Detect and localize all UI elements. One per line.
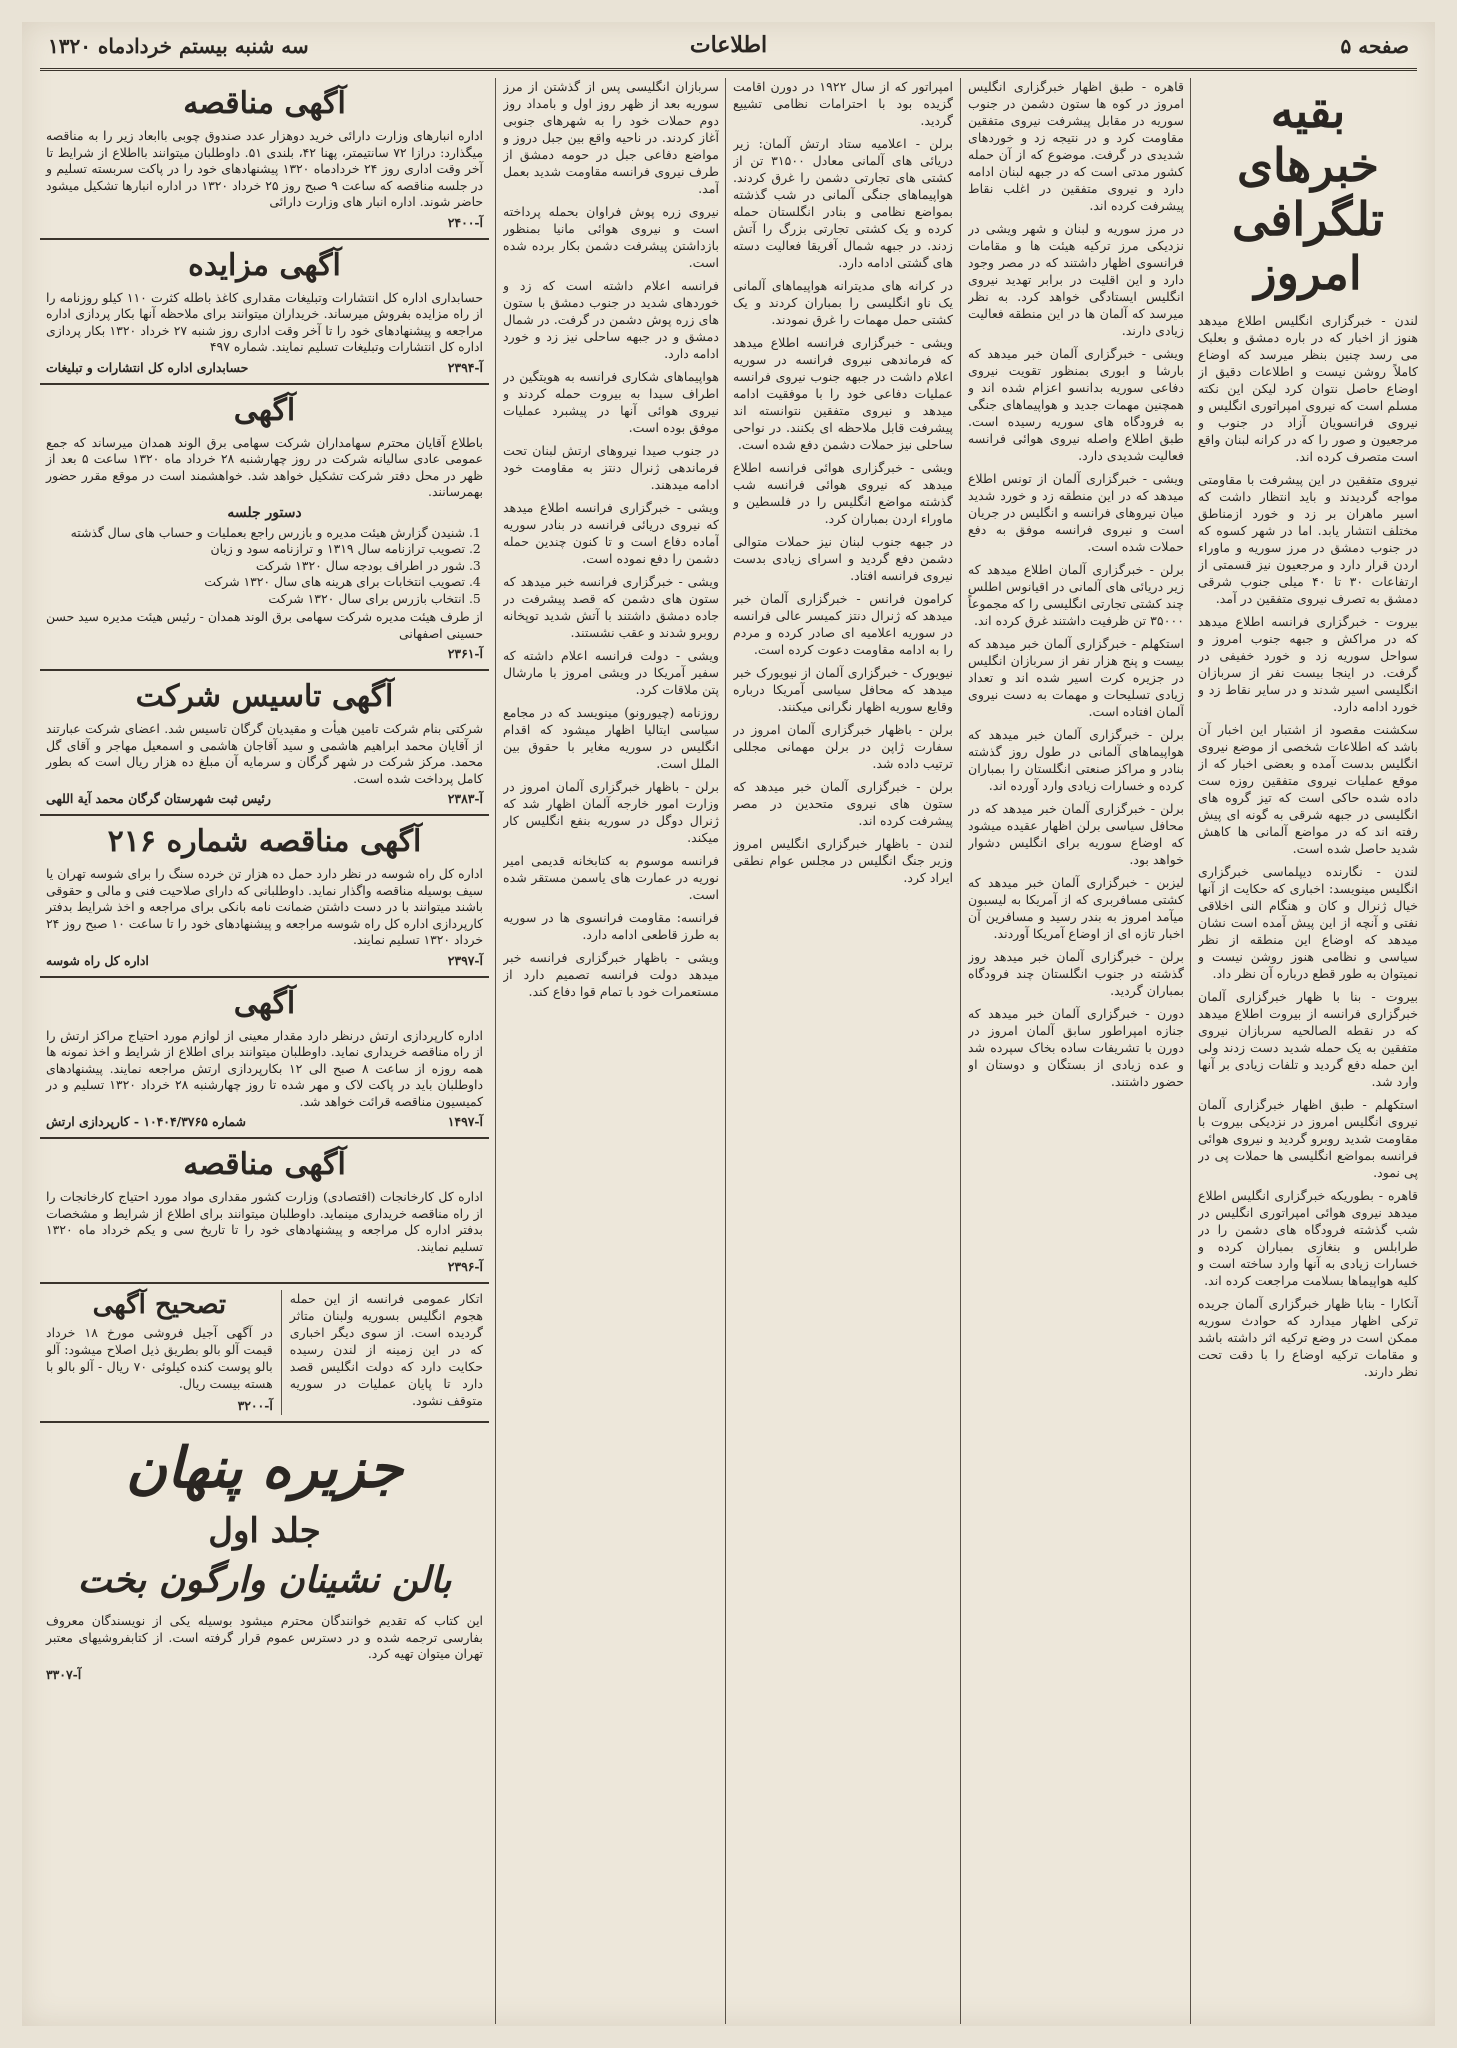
agenda-item: 1. شنیدن گزارش هیئت مدیره و بازرس راجع بعملیات و حساب های سال گذشته xyxy=(46,525,465,542)
tender-notice xyxy=(40,78,489,240)
article-body xyxy=(503,78,719,1000)
news-paragraph: لندن - باظهار خبرگزاری انگلیس امروز وزیر جنگ انگلیس در مجلس عوام نطقی ایراد کرد. xyxy=(733,836,953,885)
ad-title: آگهی xyxy=(233,985,296,1021)
ad-signature: اداره کل راه شوسه xyxy=(46,952,149,968)
news-paragraph: برلن - خبرگزاری آلمان خبر میدهد که ستون های نیروی متحدین در مصر پیشرفت کرده اند. xyxy=(733,779,953,828)
news-paragraph: برلن - خبرگزاری آلمان اطلاع میدهد که زیر دریائی های آلمانی در اقیانوس اطلس چند کشتی تجارتی انگلیسی را که مجموعاً ۳۵۰۰۰ تن ظرفیت داشتند غرق کرده اند. xyxy=(968,562,1184,628)
news-paragraph: برلن - اعلامیه ستاد ارتش آلمان: زیر دریائی های آلمانی معادل ۳۱۵۰۰ تن از کشتی های تجارتی دشمن را غرق کردند. هواپیماهای جنگی آلمانی در شب گذشته بمواضع نظامی و بنادر انگلستان حمله کرده و یک کشتی تجارتی بزرگ را آتش زدند. در جبهه شمال آفریقا فعالیت دسته های گشتی ادامه دارد. xyxy=(733,136,953,270)
ad-title: آگهی مناقصه xyxy=(183,86,346,121)
agenda-list xyxy=(46,525,465,608)
news-paragraph: قاهره - بطوریکه خبرگزاری انگلیس اطلاع میدهد نیروی هوائی امپراتوری انگلیس در شب گذشته فرودگاه های دشمن را در طرابلس و بنغازی بمباران کرده و خسارات زیادی به آنها وارد ساخته است و کلیه هواپیماها بسلامت مراجعت کرده اند. xyxy=(1198,1188,1418,1288)
agenda-item: 4. تصویب انتخابات برای هرینه های سال ۱۳۲۰ شرکت xyxy=(46,574,465,591)
ad-text: اداره انبارهای وزارت دارائی خرید دوهزار عدد صندوق چوبی باابعاد زیر را به مناقصه میگذارد: درازا ۷۲ سانتیمتر، پهنا ۴۲، بلندی ۵۱. داوطلبان میتوانند بااطلاع از شرایط تا آخر وقت اداری روز ۲۴ خردادماه ۱۳۲۰ پیشنهادهای خود را در پاکت سربسته تسلیم و در جلسه مناقصه که ساعت ۹ صبح روز ۲۵ خرداد ۱۳۲۰ در اداره انبارها تشکیل میشود حاضر شوند. اداره انبار های وزارت دارائی xyxy=(46,128,484,209)
news-text: اتکار عمومی فرانسه از این حمله هجوم انگلیس بسوریه ولبنان متاثر گردیده است. از سوی دیگر اخباری که در این زمینه از لندن رسیده حکایت دارد که دولت انگلیس قصد دارد تا پایان عملیات در سوریه متوقف نشود. xyxy=(289,1291,483,1408)
news-paragraph: ویشی - باظهار خبرگزاری فرانسه خبر میدهد دولت فرانسه تصمیم دارد از مستعمرات خود با تمام قوا دفاع کند. xyxy=(503,950,719,999)
news-paragraph: فرانسه اعلام داشته است که زد و خوردهای شدید در جنوب دمشق با ستون های زره پوش دشمن در گرفت. در شمال دمشق و در جبهه ساحلی نیز زد و خورد ادامه دارد. xyxy=(503,278,719,361)
ad-ref: آ-۲۴۰۰ xyxy=(447,214,483,230)
auction-notice xyxy=(40,240,489,385)
news-paragraph: فرانسه: مقاومت فرانسوی ها در سوریه به طرز قاطعی ادامه دارد. xyxy=(503,910,719,942)
newspaper-name: اطلاعات xyxy=(689,32,768,58)
ad-ref: آ-۲۳۹۴ xyxy=(447,359,483,375)
ad-title: آگهی xyxy=(233,392,296,428)
ad-signature: از طرف هیئت مدیره شرکت سهامی برق الوند همدان - رئیس هیئت مدیره سید حسن حسینی اصفهانی xyxy=(46,609,483,641)
ad-text: اداره کارپردازی ارتش درنظر دارد مقدار معینی از لوازم مورد احتیاج مراکز ارتش را از راه مناقصه خریداری نماید. داوطلبان میتوانند برای اطلاع از شرایط و اخذ نمونه ها همه روزه از ساعت ۸ صبح الی ۱۲ بکارپردازی ارتش مراجعه نمایند. پیشنهادهای داوطلبان باید در پاکت لاک و مهر شده تا روز چهارشنبه ۲۸ خرداد ۱۳۲۰ تسلیم و در کمیسیون مناقصه قرائت خواهد شد. xyxy=(46,1027,483,1109)
column-rule xyxy=(725,78,726,2024)
book-text: این کتاب که تقدیم خوانندگان محترم میشود بوسیله یکی از نویسندگان معروف بفارسی ترجمه شده و در دسترس عموم قرار گرفته است. از کتابفروشیهای معتبر تهران میتوان تهیه کرد. xyxy=(46,1613,483,1661)
news-paragraph: ویشی - خبرگزاری آلمان از تونس اطلاع میدهد که در این منطقه زد و خورد شدید میان نیروهای فرانسه و انگلیس در جریان است و نیروی فرانسه موفق به دفع حملات شده است. xyxy=(968,471,1184,554)
news-paragraph: کرامون فرانس - خبرگزاری آلمان خبر میدهد که ژنرال دنتز کمیسر عالی فرانسه در سوریه اعلامیه ای صادر کرده و مردم را به ادامه مقاومت دعوت کرده است. xyxy=(733,591,953,657)
page-header xyxy=(40,28,1417,71)
news-paragraph: نیروی زره پوش فراوان بحمله پرداخته است و نیروی هوائی مانیا بمنظور بازداشتن پیشرفت دشمن بکار برده شده است. xyxy=(503,204,719,270)
news-paragraph: ویشی - خبرگزاری آلمان خبر میدهد که بارشا و ابوری بمنظور تقویت نیروی دفاعی سوریه بدانسو اعزام شده اند و همچنین مهمات جدید و هواپیماهای جنگی به فرودگاه های سوریه رسیده است. طبق اطلاع واصله نیروی هوائی فرانسه فعالیت شدیدی دارد. xyxy=(968,346,1184,463)
section-banner: بقیه خبرهای تلگرافی امروز xyxy=(1232,84,1384,300)
news-paragraph: در جنوب صیدا نیروهای ارتش لبنان تحت فرماندهی ژنرال دنتز به مقاومت خود ادامه میدهند. xyxy=(503,443,719,492)
news-paragraph: بیروت - خبرگزاری فرانسه اطلاع میدهد که در مراکش و جبهه جنوب امروز و سواحل سوریه زد و خورد خفیفی در گرفت. در اینجا بیست نفر از سربازان انگلیسی اسیر شدند و در سایر نقاط زد و خورد ادامه دارد. xyxy=(1198,614,1418,714)
book-volume: جلد اول xyxy=(208,1511,321,1551)
column-3 xyxy=(733,78,953,2028)
ad-title: تصحیح آگهی xyxy=(92,1290,227,1320)
news-paragraph: قاهره - طبق اظهار خبرگزاری انگلیس امروز در کوه ها ستون دشمن در جنوب سوریه در مقابل پیشرفت نیروی متفقین مقاومت کرد و در نتیجه زد و خوردهای شدیدی در گرفت. موضوع که از آن حمله کشور مدتی است که در جبهه لبنان ادامه دارد و نیروی متفقین در اغلب نقاط پیشرفت کرده اند. xyxy=(968,79,1184,213)
ad-ref: آ-۳۲۰۰ xyxy=(237,1398,273,1413)
news-paragraph: سربازان انگلیسی پس از گذشتن از مرز سوریه بعد از ظهر روز اول و بامداد روز دوم حملات خود را به شهرهای جنوبی آغاز کردند. در ناحیه واقع بین جبل دروز و مواضع دفاعی جبل در حومه دمشق از طرف نیروی فرانسه مقاومت شدید بعمل آمد. xyxy=(503,79,719,196)
ad-signature: حسابداری اداره کل انتشارات و تبلیغات xyxy=(46,359,249,375)
article-body xyxy=(1198,312,1418,1380)
news-paragraph: فرانسه موسوم به کتابخانه قدیمی امیر نوریه در عمارت های یاسمن مستقر شده است. xyxy=(503,853,719,902)
news-paragraph: هواپیماهای شکاری فرانسه به هویتگین در اطراف سیدا به بیروت حمله کردند و نیروی هوائی آنها در پیشبرد عملیات موفق بوده است. xyxy=(503,369,719,435)
article-body xyxy=(968,78,1184,1090)
ad-ref: آ-۲۳۸۳ xyxy=(447,791,483,806)
ad-text: باطلاع آقایان محترم سهامداران شرکت سهامی برق الوند همدان میرساند که جمع عمومی عادی سالیانه شرکت در روز چهارشنبه ۲۸ خرداد ماه ۱۳۲۰ ساعت ۵ بعد از ظهر در محل دفتر شرکت تشکیل خواهد شد. خواهشمند است در موقع مقرر حضور بهمرسانند. xyxy=(46,434,484,499)
news-paragraph: روزنامه (چیورونو) مینویسد که در مجامع سیاسی ایتالیا اظهار میشود که اقدام انگلیس در سوریه مغایر با حقوق بین الملل است. xyxy=(503,705,719,771)
ad-text: شرکتی بنام شرکت تامین هیأت و مقیدیان گرگان تاسیس شد. اعضای شرکت عبارتند از آقایان محمد ابراهیم هاشمی و سید آقاجان هاشمی و اسمعیل مهاجر و آقای گل محمد. مرکز شرکت در شهر گرگان و سرمایه آن مبلغ ده هزار ریال است که بطور کامل پرداخت شده است. xyxy=(46,721,483,786)
news-paragraph: ویشی - دولت فرانسه اعلام داشته که سفیر آمریکا در ویشی امروز با مارشال پتن ملاقات کرد. xyxy=(503,648,719,697)
news-paragraph: لندن - خبرگزاری انگلیس اطلاع میدهد هنوز از اخبار که در باره دمشق و بعلبک می رسد چنین بنظر میرسد که اوضاع کاملاً روشن نیست و اطلاعات دقیق از اوضاع حاصل نتوان کرد لیکن این نکته مسلم است که نیروی امپراتوری انگلیس و نیروی فرانسویان آزاد در جنوب و مرجعیون و صور را که در کرانه لبنان واقع است متصرف کرده اند. xyxy=(1198,313,1418,464)
news-paragraph: استکهلم - خبرگزاری آلمان خبر میدهد که بیست و پنج هزار نفر از سربازان انگلیس در جزیره کرت اسیر شده اند و تعداد زیادی تسلیحات و مهمات به دست نیروی آلمان افتاده است. xyxy=(968,636,1184,719)
column-rule xyxy=(960,78,961,2024)
news-paragraph: امپراتور که از سال ۱۹۲۲ در دورن اقامت گزیده بود با احترامات نظامی تشییع گردید. xyxy=(733,79,953,128)
company-registration-notice xyxy=(40,671,489,816)
road-tender-notice xyxy=(40,816,489,978)
ad-text: در آگهی آجیل فروشی مورخ ۱۸ خرداد قیمت آلو بالو بطریق ذیل اصلاح میشود: آلو بالو پوست کنده کیلوئی ۷۰ ریال - آلو بالو با هسته بیست ریال. xyxy=(46,1325,273,1391)
news-paragraph: برلن - باظهار خبرگزاری آلمان امروز در وزارت امور خارجه آلمان اظهار شد که ژنرال دوگل در سوریه بنفع انگلیس کار میکند. xyxy=(503,779,719,845)
ad-text: اداره کل راه شوسه در نظر دارد حمل ده هزار تن خرده سنگ را برای شوسه تهران یا سیف بوسیله مناقصه واگذار نماید. داوطلبانی که دارای صلاحیت فنی و مالی و حقوقی باشند میتوانند با در دست داشتن ضمانت نامه بانکی برای مراجعه و اخذ شرایط بدفتر کارپردازی اداره کل راه شوسه مراجعه و پیشنهادهای خود را تا ساعت ۱۰ صبح روز ۲۴ خرداد ۱۳۲۰ تسلیم نمایند. xyxy=(46,866,483,947)
news-paragraph: لندن - نگارنده دیپلماسی خبرگزاری انگلیس مینویسد: اخباری که حکایت از آنها خیال ژنرال و کان و هنگام النی اخلاقی نفتی و آنچه از این پیش آمده است نشان میدهد که اوضاع این منطقه از نظر سیاسی و نظامی هنوز روشن نیست و نمیتوان به طور قطع درباره آن نظر داد. xyxy=(1198,864,1418,981)
ad-text: اداره کل کارخانجات (اقتصادی) وزارت کشور مقداری مواد مورد احتیاج کارخانجات را از راه مناقصه خریداری مینماید. داوطلبان میتوانند برای اطلاع از شرایط و مشخصات بدفتر اداره کل مراجعه و پیشنهادهای خود را تا تاریخ سی و یکم خرداد ماه ۱۳۲۰ تسلیم نمایند. xyxy=(46,1189,483,1254)
news-paragraph: استکهلم - طبق اظهار خبرگزاری آلمان نیروی انگلیس امروز در نزدیکی بیروت با مقاومت شدید روبرو گردید و نیروی هوائی فرانسه بمواضع انگلیسی ها حملات پی در پی نمود. xyxy=(1198,1097,1418,1180)
ad-signature: شماره ۱۰۴۰۴/۳۷۶۵ - کارپردازی ارتش xyxy=(46,1114,246,1129)
column-1 xyxy=(1198,78,1418,2028)
news-paragraph: ویشی - خبرگزاری هوائی فرانسه اطلاع میدهد که نیروی هوائی فرانسه شب گذشته مواضع انگلیس را در فلسطین و ماوراء اردن بمباران کرد. xyxy=(733,460,953,526)
book-subtitle: بالن نشینان وارگون بخت xyxy=(77,1559,452,1601)
ad-title: آگهی مناقصه xyxy=(183,1147,346,1182)
news-paragraph: ویشی - خبرگزاری فرانسه اطلاع میدهد که نیروی دریائی فرانسه در بنادر سوریه آماده دفاع است و تا کنون چندین حمله دشمن را دفع نموده است. xyxy=(503,500,719,566)
page-number: صفحه ۵ xyxy=(1340,34,1409,58)
column-rule xyxy=(1190,78,1191,2024)
ad-title: آگهی مناقصه شماره ۲۱۶ xyxy=(107,824,422,859)
issue-date: سه شنبه بیستم خردادماه ۱۳۲۰ xyxy=(48,34,309,58)
agenda-item: 3. شور در اطراف بودجه سال ۱۳۲۰ شرکت xyxy=(46,558,465,575)
agenda-item: 5. انتخاب بازرس برای سال ۱۳۲۰ شرکت xyxy=(46,591,465,608)
column-4 xyxy=(503,78,719,2028)
ad-signature: رئیس ثبت شهرستان گرگان محمد آیة اللهی xyxy=(46,791,271,806)
agenda-title: دستور جلسه xyxy=(227,504,302,521)
book-title: جزیره پنهان xyxy=(125,1435,404,1501)
ad-title: آگهی مزایده xyxy=(188,247,341,283)
news-paragraph: لیزبن - خبرگزاری آلمان خبر میدهد که کشتی مسافربری که از آمریکا به لیسبون میآمد امروز به بندر رسید و مسافرین آن اخبار تازه ای از اوضاع آمریکا آوردند. xyxy=(968,875,1184,941)
news-paragraph: نیویورک - خبرگزاری آلمان از نیویورک خبر میدهد که محافل سیاسی آمریکا درباره وقایع سوریه اظهار نگرانی میکنند. xyxy=(733,665,953,714)
news-paragraph: برلن - خبرگزاری آلمان خبر میدهد که هواپیماهای آلمانی در طول روز گذشته بنادر و مراکز صنعتی انگلستان را بمباران کرده و خسارات زیادی وارد آورده اند. xyxy=(968,727,1184,793)
lower-ads-row xyxy=(40,1284,489,1423)
news-paragraph: در کرانه های مدیترانه هواپیماهای آلمانی یک ناو انگلیسی را بمباران کردند و یک کشتی حمل مهمات را غرق نمودند. xyxy=(733,278,953,327)
ads-column xyxy=(40,78,489,2028)
ad-ref: آ-۳۳۰۷ xyxy=(46,1666,82,1682)
book-advertisement xyxy=(40,1423,489,1692)
news-paragraph: در جبهه جنوب لبنان نیز حملات متوالی دشمن دفع گردید و اسرای زیادی بدست نیروی فرانسه افتاد. xyxy=(733,534,953,583)
news-paragraph: برلن - باظهار خبرگزاری آلمان امروز در سفارت ژاپن در برلن مهمانی مجللی ترتیب داده شد. xyxy=(733,722,953,771)
correction-notice xyxy=(46,1290,281,1415)
news-paragraph: در مرز سوریه و لبنان و شهر ویشی در نزدیکی مرز ترکیه هیئت ها و مقامات فرانسوی اظهار داشتند که در مصر وجود دارد و این اقلیت در برابر تهدید نیروی انگلیس ایستادگی خواهد کرد. به نظر میرسد که آلمان ها در این منطقه فعالیت زیادی دارند. xyxy=(968,221,1184,338)
agenda-item: 2. تصویب ترازنامه سال ۱۳۱۹ و ترازنامه سود و زیان xyxy=(46,541,465,558)
ad-ref: آ-۱۴۹۷ xyxy=(447,1114,483,1129)
news-paragraph: آنکارا - بنابا ظهار خبرگزاری آلمان جریده ترکی اظهار میدارد که حوادث سوریه ممکن است در وضع ترکیه اثر داشته باشد و مقامات ترکیه اوضاع را با دقت تحت نظر دارند. xyxy=(1198,1296,1418,1379)
news-paragraph: برلن - خبرگزاری آلمان خبر میدهد که در محافل سیاسی برلن اظهار عقیده میشود که اوضاع سوریه برای انگلیس دشوار خواهد بود. xyxy=(968,801,1184,867)
column-2 xyxy=(968,78,1184,2028)
shareholders-notice xyxy=(40,385,489,672)
ad-text: حسابداری اداره کل انتشارات وتبلیغات مقداری کاغذ باطله کثرت ۱۱۰ کیلو روزنامه را از راه مزایده بفروش میرساند. خریداران میتوانند برای ملاحظه آنها بکار پردازی اداره مراجعه و پیشنهادهای خود را تا آخر وقت اداری روز شنبه ۲۷ خرداد ۱۳۲۰ بکار پردازی اداره کل انتشارات وتبلیغات تسلیم نمایند. شماره ۴۹۷ xyxy=(46,289,483,354)
article-body xyxy=(733,78,953,886)
news-paragraph: ویشی - خبرگزاری فرانسه خبر میدهد که ستون های دشمن که قصد پیشرفت در جاده دمشق داشتند با آتش شدید توپخانه روبرو شدند و عقب نشستند. xyxy=(503,574,719,640)
news-paragraph: سکشنت مقصود از اشتبار این اخبار آن باشد که اطلاعات شخصی از موضع نیروی انگلیس بدست آمده و بعضی اخبار که از موقع عملیات نیروی متفقین روزه ست داده شده حاکی است که تیز گروه های انگلیسی در جبهه شرقی به گونه ای پیش رفته اند که در مواضع آلمانی ها کاهش شدید حاصل شده است. xyxy=(1198,722,1418,856)
news-paragraph: برلن - خبرگزاری آلمان خبر میدهد روز گذشته در جنوب انگلستان چند فرودگاه بمباران گردید. xyxy=(968,949,1184,998)
news-paragraph: بیروت - بنا با ظهار خبرگزاری آلمان خبرگزاری فرانسه از بیروت اطلاع میدهد که در نقطه الصالحیه سربازان نیروی متفقین به یک حمله شدید دست زدند ولی این حمله دفع گردید و تلفات زیادی بر آنها وارد شد. xyxy=(1198,989,1418,1089)
column-rule xyxy=(495,78,496,2024)
news-snippet xyxy=(281,1290,483,1415)
ad-ref: آ-۲۳۶۱ xyxy=(447,646,483,661)
ad-ref: آ-۲۳۹۶ xyxy=(447,1259,483,1274)
factory-tender-notice xyxy=(40,1139,489,1284)
army-procurement-notice xyxy=(40,978,489,1140)
ad-ref: آ-۲۳۹۷ xyxy=(447,952,483,968)
news-paragraph: دورن - خبرگزاری آلمان خبر میدهد که جنازه امپراطور سابق آلمان امروز در دورن با تشریفات ساده بخاک سپرده شد و عده زیادی از بستگان و دوستان او حضور داشتند. xyxy=(968,1006,1184,1089)
news-paragraph: نیروی متفقین در این پیشرفت با مقاومتی مواجه گردیدند و باید انتظار داشت که اسیر ماهران بر زد و خورد ازمناطق مختلف انتشار یابد. اما در شهر کسوه که در جنوب دمشق در مرز سوریه و ماوراء اردن قرار دارد و مرجعیون نیز قسمتی از ارتفاعات ۳۰ تا ۴۰ میلی جنوب شرقی دمشق به تصرف نیروی متفقین در آمد. xyxy=(1198,472,1418,606)
news-paragraph: ویشی - خبرگزاری فرانسه اطلاع میدهد که فرماندهی نیروی فرانسه در سوریه اعلام داشت در جبهه جنوب نیروی فرانسه عملیات دفاعی خود را با موفقیت ادامه میدهد و نیروی متفقین نتوانسته اند پیشرفت قابل ملاحظه ای بکنند. در نواحی ساحلی نیز حملات دشمن دفع شده است. xyxy=(733,335,953,452)
ad-title: آگهی تاسیس شرکت xyxy=(135,679,394,714)
